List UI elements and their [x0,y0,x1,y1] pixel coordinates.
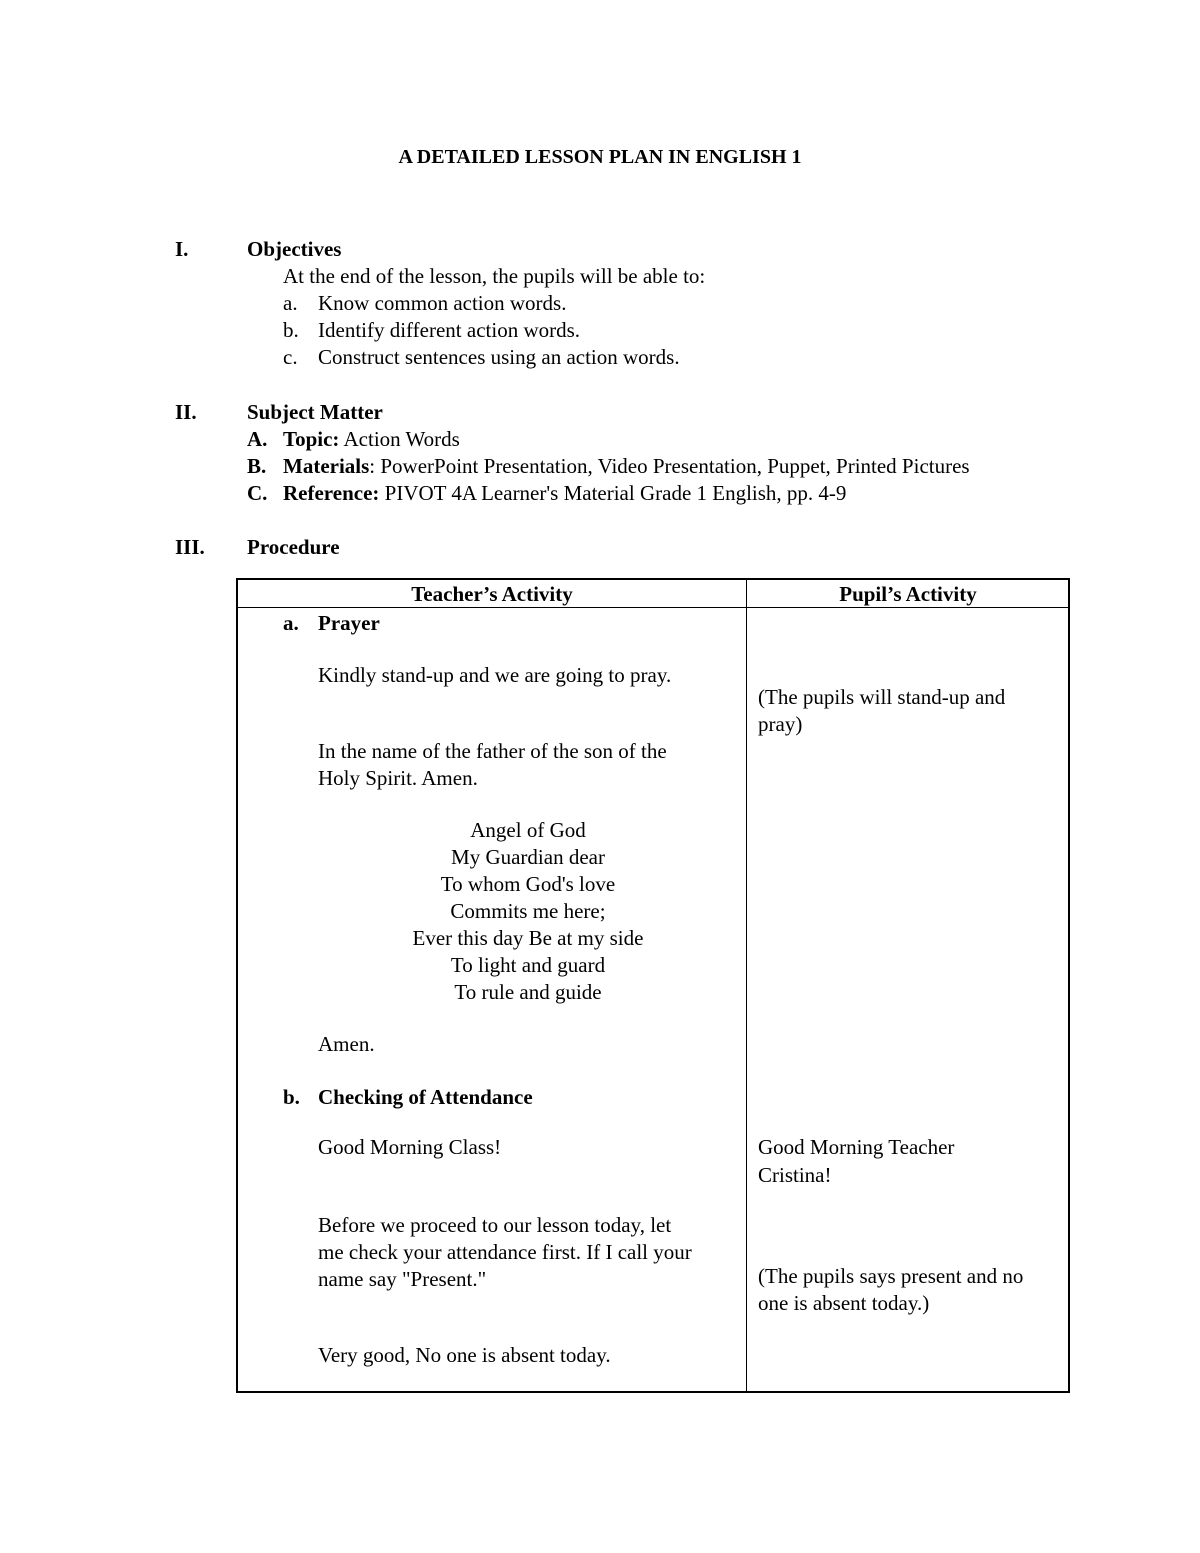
prayer-poem-line: Ever this day Be at my side [412,926,644,950]
prayer-poem-line: Angel of God [470,818,586,842]
table-header-pupil: Pupil’s Activity [839,582,977,606]
procedure-step-letter: a. [283,611,299,635]
objective-letter: a. [283,291,298,315]
objective-text: Identify different action words. [318,318,581,342]
table-header-teacher: Teacher’s Activity [411,582,573,606]
procedure-step-heading: Prayer [318,611,380,635]
procedure-step-letter: b. [283,1085,300,1109]
pupil-text: (The pupils says present and no [758,1264,1024,1288]
pupil-text: (The pupils will stand-up and [758,685,1006,709]
teacher-text: In the name of the father of the son of the [318,739,667,763]
objective-text: Know common action words. [318,291,567,315]
section-numeral-procedure: III. [175,535,205,559]
document-title: A DETAILED LESSON PLAN IN ENGLISH 1 [398,146,802,168]
teacher-text: me check your attendance first. If I call your [318,1240,692,1264]
subject-matter-letter: B. [247,454,267,478]
teacher-text: Very good, No one is absent today. [318,1343,611,1367]
subject-matter-value: : PowerPoint Presentation, Video Presentation, Puppet, Printed Pictures [369,454,970,478]
teacher-text: Amen. [318,1032,375,1056]
subject-matter-reference [283,480,846,507]
objective-letter: c. [283,345,298,369]
subject-matter-label: Topic: [283,427,340,451]
prayer-poem-line: To rule and guide [454,980,602,1004]
teacher-text: Good Morning Class! [318,1135,502,1159]
pupil-text: Cristina! [758,1163,832,1187]
objective-text: Construct sentences using an action words. [318,345,680,369]
objectives-intro: At the end of the lesson, the pupils will be able to: [283,264,706,288]
subject-matter-label: Materials [283,454,370,478]
subject-matter-label: Reference: [283,481,380,505]
prayer-poem-line: Commits me here; [450,899,606,923]
prayer-poem-line: To light and guard [450,953,606,977]
teacher-text: Kindly stand-up and we are going to pray. [318,663,672,687]
teacher-text: Holy Spirit. Amen. [318,766,478,790]
prayer-poem-line: My Guardian dear [451,845,605,869]
subject-matter-value: PIVOT 4A Learner's Material Grade 1 English, pp. 4-9 [379,481,847,505]
section-numeral-subject-matter: II. [175,400,197,424]
subject-matter-letter: A. [247,427,268,451]
teacher-text: name say "Present." [318,1267,487,1291]
teacher-text: Before we proceed to our lesson today, let [318,1213,672,1237]
procedure-step-heading: Checking of Attendance [318,1085,533,1109]
subject-matter-letter: C. [247,481,268,505]
table-column-divider [746,578,747,1393]
objective-letter: b. [283,318,299,342]
section-numeral-objectives: I. [175,237,189,261]
section-title-procedure: Procedure [247,535,340,559]
subject-matter-materials [283,453,970,480]
prayer-poem-line: To whom God's love [440,872,616,896]
pupil-text: one is absent today.) [758,1291,930,1315]
subject-matter-topic [283,426,460,453]
section-title-objectives: Objectives [247,237,342,261]
pupil-text: pray) [758,712,803,736]
section-title-subject-matter: Subject Matter [247,400,383,424]
pupil-text: Good Morning Teacher [758,1135,955,1159]
subject-matter-value: Action Words [339,427,460,451]
